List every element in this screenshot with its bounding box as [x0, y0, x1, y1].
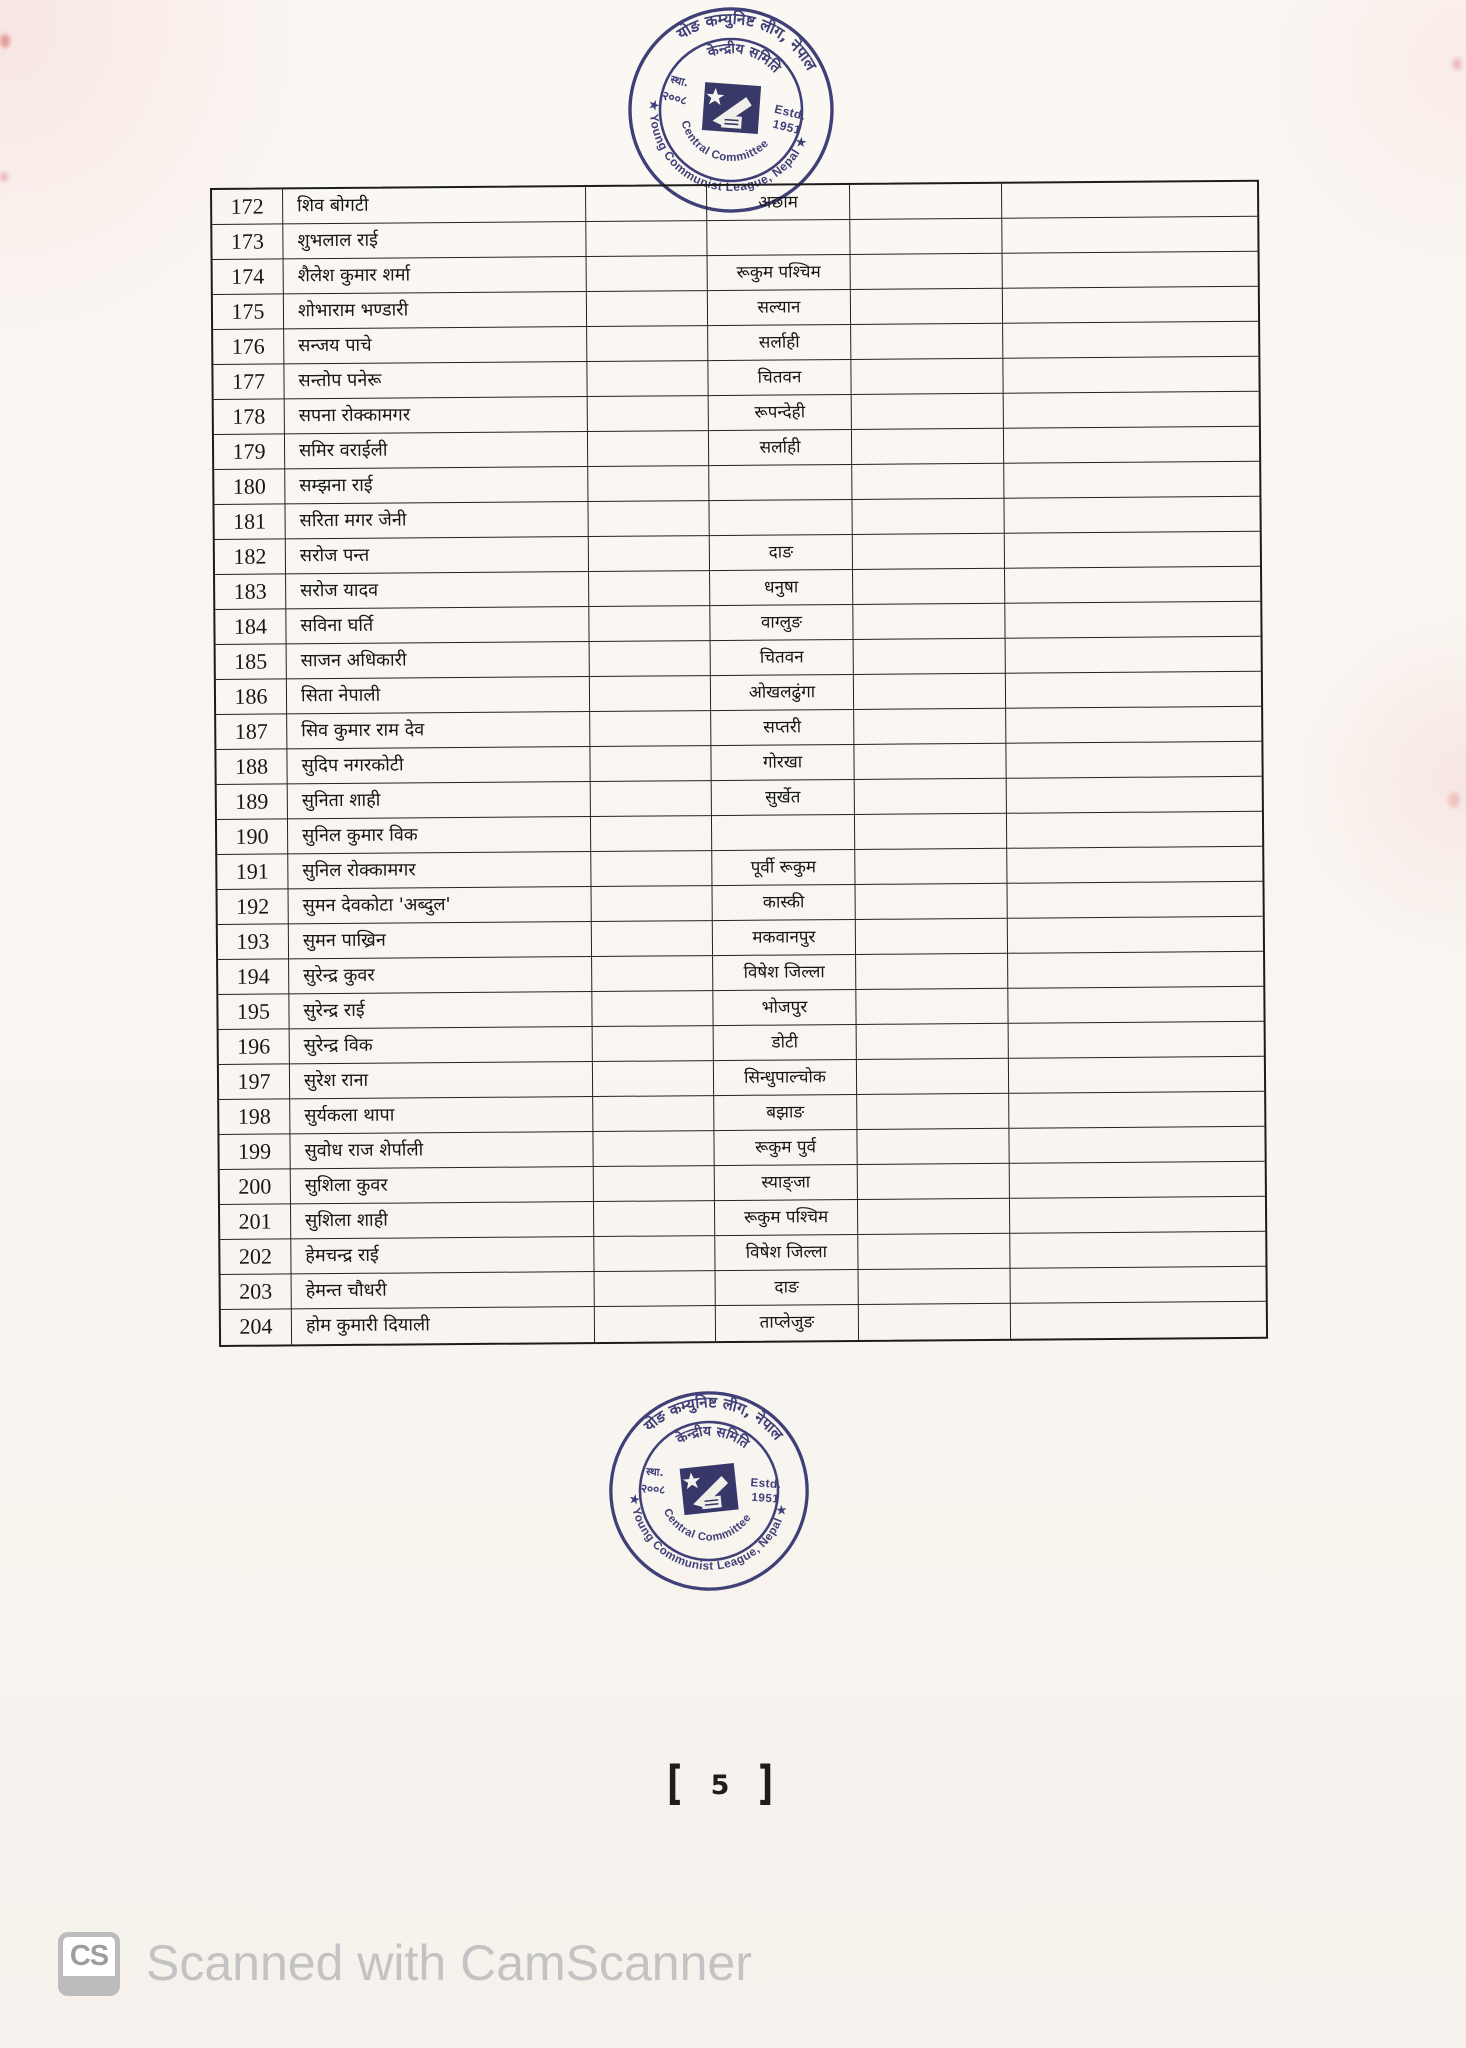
stamp-inner-bottom-text: Central Committee [660, 1506, 754, 1544]
blank-cell [1008, 987, 1263, 1024]
blank-cell [592, 991, 713, 1027]
blank-cell [1010, 1162, 1265, 1199]
organization-stamp-bottom [599, 1381, 819, 1601]
blank-cell [594, 1236, 715, 1272]
district-cell: सप्तरी [711, 710, 854, 746]
blank-cell [1006, 672, 1261, 709]
name-cell: सुमन देवकोटा 'अब्दुल' [289, 887, 592, 924]
stamp-estd-nepali-year: २००८ [640, 1481, 666, 1497]
stamp-center-emblem [702, 82, 761, 134]
district-cell: सर्लाही [708, 325, 851, 361]
name-cell: सुर्यकला थापा [290, 1097, 593, 1134]
blank-cell [1011, 1267, 1266, 1304]
serial-number-cell: 190 [217, 819, 288, 855]
blank-cell [589, 536, 710, 572]
serial-number-cell: 192 [218, 889, 289, 925]
stamp-center-emblem [680, 1463, 739, 1515]
serial-number-cell: 200 [220, 1169, 291, 1205]
blank-cell [591, 781, 712, 817]
serial-number-cell: 198 [219, 1099, 290, 1135]
district-cell: रूकुम पश्चिम [708, 255, 851, 291]
blank-cell [595, 1271, 716, 1307]
district-cell [709, 465, 852, 501]
blank-cell [1004, 427, 1259, 464]
blank-cell [1005, 602, 1260, 639]
roster-table-body [212, 182, 1266, 1345]
blank-cell [855, 779, 1007, 815]
district-cell: रूकुम पुर्व [714, 1130, 857, 1166]
district-cell: रूकुम पश्चिम [715, 1200, 858, 1236]
name-cell: सुवोध राज शेर्पाली [290, 1132, 593, 1169]
district-cell: मकवानपुर [713, 920, 856, 956]
name-cell: शोभाराम भण्डारी [284, 292, 587, 329]
serial-number-cell: 180 [214, 469, 285, 505]
page-number-value: 5 [710, 1769, 730, 1801]
blank-cell [589, 606, 710, 642]
blank-cell [1003, 357, 1258, 394]
blank-cell [858, 1199, 1010, 1235]
district-cell: सर्लाही [709, 430, 852, 466]
scan-artifact [1452, 58, 1462, 70]
blank-cell [1007, 882, 1262, 919]
blank-cell [590, 676, 711, 712]
blank-cell [857, 1024, 1009, 1060]
page-number [630, 1756, 810, 1810]
serial-number-cell: 174 [213, 259, 284, 295]
district-cell: दाङ [710, 535, 853, 571]
name-cell: होम कुमारी दियाली [292, 1307, 595, 1344]
serial-number-cell: 177 [213, 364, 284, 400]
blank-cell [851, 254, 1003, 290]
blank-cell [595, 1306, 716, 1342]
name-cell: सरिता मगर जेनी [285, 502, 588, 539]
blank-cell [1006, 637, 1261, 674]
blank-cell [1004, 462, 1259, 499]
district-cell: विषेश जिल्ला [715, 1235, 858, 1271]
blank-cell [594, 1201, 715, 1237]
blank-cell [589, 571, 710, 607]
district-cell: कास्की [712, 885, 855, 921]
serial-number-cell: 203 [221, 1274, 292, 1310]
blank-cell [1009, 1092, 1264, 1129]
blank-cell [587, 326, 708, 362]
blank-cell [593, 1026, 714, 1062]
stamp-ring-top-text: योङ कम्युनिष्ट लीग, नेपाल [673, 9, 821, 74]
blank-cell [1002, 182, 1257, 219]
district-cell: भोजपुर [713, 990, 856, 1026]
blank-cell [851, 324, 1003, 360]
district-cell [709, 500, 852, 536]
table-row [221, 1302, 1266, 1345]
name-cell: शैलेश कुमार शर्मा [284, 257, 587, 294]
blank-cell [853, 534, 1005, 570]
serial-number-cell: 185 [216, 644, 287, 680]
blank-cell [855, 884, 1007, 920]
serial-number-cell: 184 [215, 609, 286, 645]
name-cell: हेमचन्द्र राई [291, 1237, 594, 1274]
district-cell: डोटी [714, 1025, 857, 1061]
name-cell: सुशिला शाही [291, 1202, 594, 1239]
blank-cell [1003, 287, 1258, 324]
camscanner-icon [58, 1932, 120, 1996]
name-cell: सन्तोप पनेरू [284, 362, 587, 399]
blank-cell [855, 814, 1007, 850]
district-cell: ताप्लेजुङ [716, 1305, 859, 1341]
blank-cell [587, 256, 708, 292]
blank-cell [588, 501, 709, 537]
blank-cell [852, 499, 1004, 535]
name-cell: सुनिल रोक्कामगर [288, 852, 591, 889]
blank-cell [593, 1061, 714, 1097]
stamp-ring-top-text: योङ कम्युनिष्ट लीग, नेपाल [640, 1393, 787, 1444]
blank-cell [1004, 497, 1259, 534]
blank-cell [1005, 567, 1260, 604]
blank-cell [594, 1166, 715, 1202]
scan-artifact [0, 172, 8, 182]
name-cell: शिव बोगटी [283, 187, 586, 224]
blank-cell [593, 1131, 714, 1167]
blank-cell [587, 291, 708, 327]
scan-artifact [0, 34, 10, 48]
name-cell: सुमन पाख्रिन [289, 922, 592, 959]
district-cell: रूपन्देही [709, 395, 852, 431]
blank-cell [857, 1059, 1009, 1095]
blank-cell [851, 289, 1003, 325]
serial-number-cell: 172 [212, 189, 283, 225]
blank-cell [1005, 532, 1260, 569]
serial-number-cell: 188 [216, 749, 287, 785]
stamp-estd-english-label: Estd. [750, 1476, 782, 1492]
district-cell [707, 220, 850, 256]
blank-cell [851, 359, 1003, 395]
serial-number-cell: 197 [219, 1064, 290, 1100]
blank-cell [852, 394, 1004, 430]
name-cell: सविना घर्ति [286, 607, 589, 644]
district-cell: सुर्खेत [712, 780, 855, 816]
serial-number-cell: 202 [220, 1239, 291, 1275]
name-cell: सिता नेपाली [287, 677, 590, 714]
blank-cell [592, 921, 713, 957]
blank-cell [854, 709, 1006, 745]
name-cell: सरोज पन्त [286, 537, 589, 574]
stamp-ring-bottom-text: ★ Young Communist League, Nepal ★ [627, 1493, 790, 1573]
page-number-close-bracket: ] [758, 1756, 774, 1810]
serial-number-cell: 176 [213, 329, 284, 365]
blank-cell [1002, 217, 1257, 254]
district-cell: सल्यान [708, 290, 851, 326]
blank-cell [855, 849, 1007, 885]
camscanner-text: Scanned with CamScanner [146, 1935, 752, 1991]
serial-number-cell: 193 [218, 924, 289, 960]
blank-cell [854, 639, 1006, 675]
name-cell: सम्झना राई [285, 467, 588, 504]
blank-cell [1007, 777, 1262, 814]
serial-number-cell: 182 [215, 539, 286, 575]
blank-cell [859, 1304, 1011, 1340]
serial-number-cell: 187 [216, 714, 287, 750]
stamp-estd-nepali-year: २००८ [660, 88, 689, 108]
stamp-inner-top-text: केन्द्रीय समिति [705, 40, 784, 77]
blank-cell [853, 569, 1005, 605]
stamp-estd-english-year: 1951 [750, 1490, 780, 1506]
district-cell [712, 815, 855, 851]
name-cell: समिर वराईली [285, 432, 588, 469]
camscanner-icon-label: CS [69, 1940, 109, 1972]
blank-cell [1003, 322, 1258, 359]
serial-number-cell: 194 [218, 959, 289, 995]
blank-cell [1009, 1022, 1264, 1059]
serial-number-cell: 178 [214, 399, 285, 435]
blank-cell [1008, 917, 1263, 954]
blank-cell [586, 221, 707, 257]
blank-cell [1004, 392, 1259, 429]
blank-cell [586, 186, 707, 222]
serial-number-cell: 199 [219, 1134, 290, 1170]
serial-number-cell: 196 [219, 1029, 290, 1065]
district-cell: चितवन [708, 360, 851, 396]
serial-number-cell: 195 [218, 994, 289, 1030]
stamp-inner-bottom-text: Central Committee [678, 119, 772, 165]
blank-cell [590, 641, 711, 677]
blank-cell [850, 219, 1002, 255]
district-cell: चितवन [711, 640, 854, 676]
blank-cell [857, 1129, 1009, 1165]
blank-cell [1010, 1232, 1265, 1269]
name-cell: सुनिता शाही [288, 782, 591, 819]
camscanner-icon-bar [63, 1976, 115, 1991]
blank-cell [856, 919, 1008, 955]
blank-cell [857, 1094, 1009, 1130]
name-cell: सुरेश राना [290, 1062, 593, 1099]
name-cell: सुरेन्द्र विक [290, 1027, 593, 1064]
district-cell: सिन्धुपाल्चोक [714, 1060, 857, 1096]
blank-cell [1007, 847, 1262, 884]
district-cell: ओखलढुंगा [711, 675, 854, 711]
blank-cell [1009, 1057, 1264, 1094]
district-cell: धनुषा [710, 570, 853, 606]
name-cell: सपना रोक्कामगर [285, 397, 588, 434]
serial-number-cell: 183 [215, 574, 286, 610]
blank-cell [592, 956, 713, 992]
district-cell: बझाङ [714, 1095, 857, 1131]
name-cell: सुनिल कुमार विक [288, 817, 591, 854]
stamp-inner-top-text: केन्द्रीय समिति [673, 1423, 752, 1452]
blank-cell [856, 989, 1008, 1025]
district-cell: स्याङ्जा [715, 1165, 858, 1201]
blank-cell [592, 886, 713, 922]
name-cell: शुभलाल राई [283, 222, 586, 259]
blank-cell [1010, 1197, 1265, 1234]
page-number-open-bracket: [ [666, 1756, 682, 1810]
district-cell: गोरखा [711, 745, 854, 781]
serial-number-cell: 175 [213, 294, 284, 330]
blank-cell [588, 466, 709, 502]
name-cell: सिव कुमार राम देव [287, 712, 590, 749]
blank-cell [853, 604, 1005, 640]
blank-cell [1009, 1127, 1264, 1164]
blank-cell [1008, 952, 1263, 989]
serial-number-cell: 204 [221, 1309, 292, 1345]
blank-cell [1011, 1302, 1266, 1339]
name-cell: सुरेन्द्र कुवर [289, 957, 592, 994]
district-cell: दाङ [716, 1270, 859, 1306]
blank-cell [859, 1269, 1011, 1305]
stamp-estd-english-label: Estd. [772, 101, 808, 124]
name-cell: सुदिप नगरकोटी [287, 747, 590, 784]
district-cell: पूर्वी रूकुम [712, 850, 855, 886]
blank-cell [593, 1096, 714, 1132]
blank-cell [854, 674, 1006, 710]
stamp-estd-english-year: 1951 [771, 116, 803, 138]
blank-cell [858, 1164, 1010, 1200]
name-cell: सुशिला कुवर [291, 1167, 594, 1204]
blank-cell [1007, 812, 1262, 849]
name-cell: सन्जय पाचे [284, 327, 587, 364]
serial-number-cell: 201 [220, 1204, 291, 1240]
blank-cell [852, 464, 1004, 500]
serial-number-cell: 186 [216, 679, 287, 715]
name-cell: सुरेन्द्र राई [289, 992, 592, 1029]
serial-number-cell: 179 [214, 434, 285, 470]
name-cell: हेमन्त चौधरी [292, 1272, 595, 1309]
blank-cell [852, 429, 1004, 465]
blank-cell [854, 744, 1006, 780]
blank-cell [588, 396, 709, 432]
camscanner-watermark [58, 1932, 752, 1996]
stamp-estd-nepali-label: स्था. [645, 1464, 665, 1480]
stamp-ring-bottom-text: ★ Young Communist League, Nepal ★ [646, 99, 810, 195]
district-cell: वाग्लुङ [710, 605, 853, 641]
blank-cell [590, 711, 711, 747]
blank-cell [591, 851, 712, 887]
blank-cell [587, 361, 708, 397]
stamp-estd-nepali-label: स्था. [669, 72, 690, 90]
name-cell: सरोज यादव [286, 572, 589, 609]
serial-number-cell: 181 [214, 504, 285, 540]
district-cell: विषेश जिल्ला [713, 955, 856, 991]
blank-cell [858, 1234, 1010, 1270]
serial-number-cell: 173 [212, 224, 283, 260]
scan-artifact [1448, 792, 1460, 808]
serial-number-cell: 189 [217, 784, 288, 820]
blank-cell [850, 184, 1002, 220]
roster-table [210, 180, 1268, 1347]
name-cell: साजन अधिकारी [287, 642, 590, 679]
blank-cell [1006, 742, 1261, 779]
blank-cell [590, 746, 711, 782]
blank-cell [1006, 707, 1261, 744]
serial-number-cell: 191 [217, 854, 288, 890]
blank-cell [591, 816, 712, 852]
blank-cell [1003, 252, 1258, 289]
district-cell: अछाम [707, 185, 850, 221]
blank-cell [588, 431, 709, 467]
blank-cell [856, 954, 1008, 990]
